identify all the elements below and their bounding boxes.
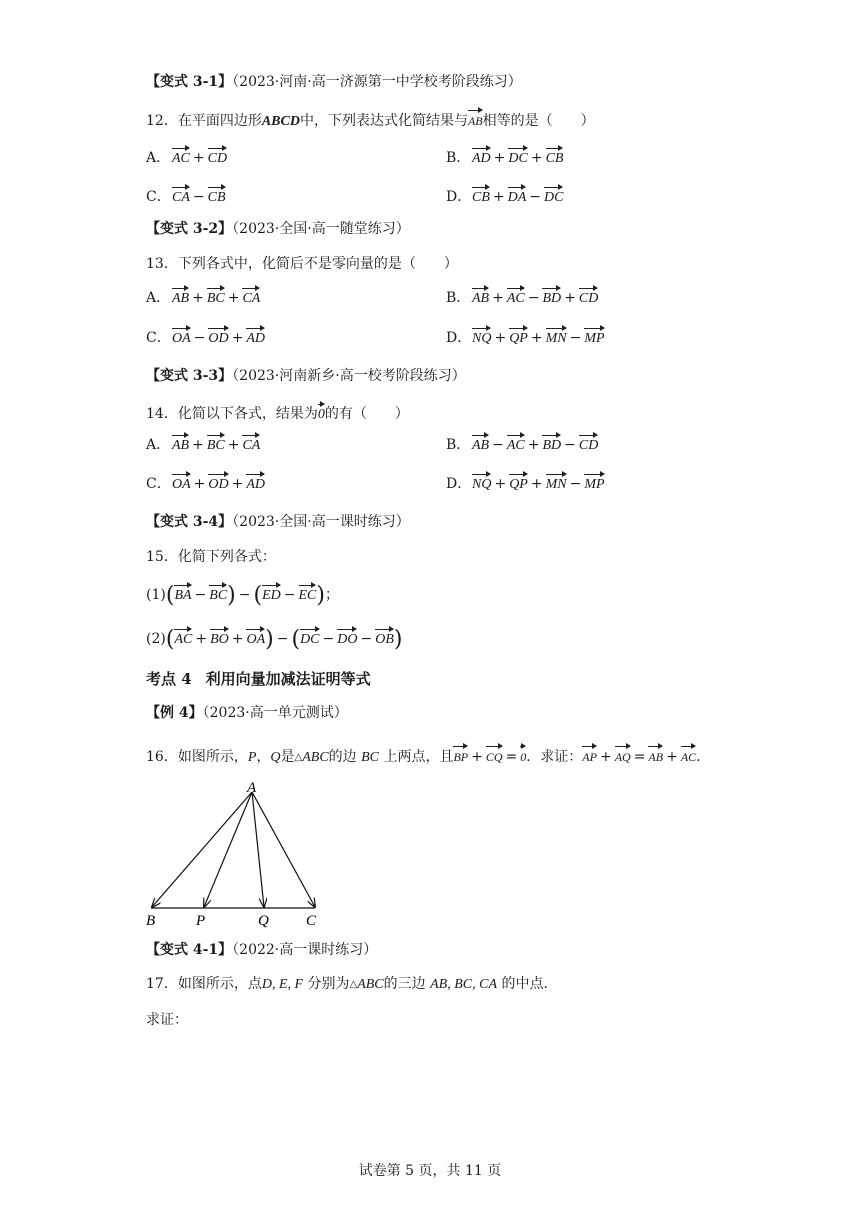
question-text: 的三边: [383, 976, 426, 992]
vector: OD: [208, 472, 228, 494]
vector: CD: [579, 433, 598, 455]
vector: DC: [544, 185, 563, 207]
vector: AB: [468, 108, 483, 130]
question-text: 如图所示，点: [177, 976, 262, 992]
option-label: B．: [446, 290, 471, 306]
option-a[interactable]: A． AB + BC + CA: [146, 286, 260, 308]
question-text: ．求证：: [526, 749, 583, 765]
triangle-figure: [140, 776, 340, 928]
vector: CA: [242, 433, 260, 455]
vector: AB: [172, 433, 189, 455]
option-label: D．: [446, 476, 472, 492]
triangle-name: ABC: [357, 977, 384, 992]
vector: NQ: [472, 326, 491, 348]
vector: CD: [208, 146, 227, 168]
point-label: P: [247, 750, 257, 765]
vector: OB: [375, 627, 394, 649]
question-17-prove: [146, 1011, 188, 1029]
vector: DC: [508, 146, 527, 168]
option-label: D．: [446, 330, 472, 346]
question-number: 12．: [146, 113, 178, 129]
vector: AQ: [615, 744, 631, 766]
vector-aq: [252, 792, 264, 907]
vector: DC: [300, 627, 319, 649]
question-text: 的有（ ）: [324, 406, 409, 422]
question-text: 下列各式中，化简后不是零向量的是（ ）: [177, 256, 458, 272]
option-d[interactable]: D．NQ + QP + MN − MP: [446, 472, 605, 494]
question-number: 14．: [146, 406, 178, 422]
vector: AB: [172, 286, 189, 308]
variant-tag: 【变式 3-3】: [146, 368, 233, 384]
vector: OD: [208, 326, 228, 348]
variant-tag: 【变式 3-4】: [146, 514, 233, 530]
vector: AD: [246, 472, 265, 494]
vector: CB: [472, 185, 490, 207]
variant-4-1-header: [146, 941, 377, 959]
option-b[interactable]: B． AB − AC + BD − CD: [446, 433, 598, 455]
variant-3-3-header: [146, 367, 466, 385]
vector: CB: [208, 185, 226, 207]
vector: BD: [542, 286, 561, 308]
vector: OA: [172, 472, 191, 494]
question-text: 的边: [328, 749, 357, 765]
question-number: 13．: [146, 256, 178, 272]
option-d[interactable]: D．CB + DA − DC: [446, 185, 563, 207]
quad-name: ABCD: [261, 114, 300, 129]
vector: QP: [509, 472, 528, 494]
vector: AD: [246, 326, 265, 348]
vector: CQ: [486, 744, 503, 766]
option-c[interactable]: C．OA − OD + AD: [146, 326, 265, 348]
vector: BC: [207, 433, 225, 455]
vector-ab: [152, 792, 252, 907]
question-15-part-2: (2)(AC + BO + OA) − (DC − DO − OB): [146, 627, 403, 652]
vector: BO: [210, 627, 229, 649]
punctuation: .: [696, 749, 701, 765]
variant-3-2-header: [146, 220, 410, 238]
question-number: 16．: [146, 749, 178, 765]
vector: NQ: [472, 472, 491, 494]
vector: MP: [584, 472, 604, 494]
vector: CD: [579, 286, 598, 308]
question-15-part-1: (1)(BA − BC) − (ED − EC)；: [146, 583, 339, 608]
vector: AB: [648, 744, 663, 766]
vector: AB: [472, 433, 489, 455]
point-labels: D, E, F: [261, 977, 304, 992]
vector: CB: [546, 146, 564, 168]
label-b: B: [146, 913, 156, 928]
question-text: 相等的是（ ）: [482, 113, 595, 129]
vector-ac: [252, 792, 315, 907]
vector: AC: [172, 146, 190, 168]
vector: MP: [584, 326, 604, 348]
vector: QP: [509, 326, 528, 348]
zero-vector: 0: [520, 744, 526, 766]
option-b[interactable]: B． AD + DC + CB: [446, 146, 563, 168]
question-15: [146, 548, 276, 566]
source-note: （2023·河南·高一济源第一中学校考阶段练习）: [232, 74, 522, 90]
variant-tag: 【变式 3-2】: [146, 221, 233, 237]
question-text: 分别为: [307, 976, 350, 992]
question-text: 上两点，且: [383, 749, 454, 765]
question-13: [146, 255, 458, 273]
question-text: 是: [280, 749, 295, 765]
vector: CA: [242, 286, 260, 308]
zero-vector: 0: [318, 402, 325, 424]
option-label: A．: [146, 437, 171, 453]
vector: AC: [681, 744, 696, 766]
vector: BC: [209, 583, 227, 605]
example-4-header: [146, 704, 348, 722]
punctuation: ，: [256, 749, 271, 765]
option-label: D．: [446, 189, 472, 205]
label-q: Q: [258, 913, 269, 928]
source-note: （2023·高一单元测试）: [202, 705, 348, 721]
variant-tag: 【变式 4-1】: [146, 942, 233, 958]
section-number: 考点 4: [146, 670, 192, 688]
option-a[interactable]: A． AC + CD: [146, 146, 227, 168]
question-number: 15．: [146, 549, 178, 565]
option-label: C．: [146, 330, 171, 346]
vector: BD: [542, 433, 561, 455]
question-14: [146, 402, 409, 424]
prove-label: 求证：: [146, 1012, 188, 1028]
vector-ap: [204, 792, 252, 907]
page-footer: 试卷第 5 页，共 11 页: [358, 1163, 502, 1179]
option-b[interactable]: B． AB + AC − BD + CD: [446, 286, 598, 308]
option-label: C．: [146, 476, 171, 492]
punctuation: ；: [324, 587, 339, 603]
point-label: Q: [270, 750, 281, 765]
vector: AC: [507, 286, 525, 308]
label-c: C: [306, 913, 317, 928]
vector: ED: [262, 583, 281, 605]
vector: CA: [172, 185, 190, 207]
label-a: A: [247, 780, 257, 796]
question-number: 17．: [146, 976, 178, 992]
vector: AC: [507, 433, 525, 455]
section-heading: [146, 670, 371, 688]
vector: OA: [172, 326, 191, 348]
question-17: 17．如图所示，点D, E, F 分别为△ABC的三边 AB, BC, CA 的中点.: [146, 976, 548, 992]
option-label: A．: [146, 290, 171, 306]
vector: AD: [472, 146, 491, 168]
option-label: B．: [446, 437, 471, 453]
variant-3-1-header: [146, 73, 522, 91]
option-label: C．: [146, 189, 171, 205]
vector: AC: [174, 627, 192, 649]
section-title: 利用向量加减法证明等式: [205, 670, 371, 688]
vector: MN: [546, 472, 567, 494]
variant-3-4-header: [146, 513, 410, 531]
vector: AB: [472, 286, 489, 308]
option-c[interactable]: C．CA − CB: [146, 185, 226, 207]
option-label: A．: [146, 150, 171, 166]
source-note: （2023·全国·高一课时练习）: [232, 514, 410, 530]
label-p: P: [196, 913, 206, 928]
question-16: 16．如图所示，P，Q是△ABC的边 BC 上两点，且BP + CQ = 0．求证：AP + AQ = AB + AC.: [146, 744, 701, 767]
side-names: AB, BC, CA: [430, 977, 497, 992]
question-text: 在平面四边形: [177, 113, 262, 129]
vector: BP: [453, 744, 468, 766]
vector: DA: [508, 185, 527, 207]
option-a[interactable]: A． AB + BC + CA: [146, 433, 260, 455]
part-label: (1): [146, 587, 166, 603]
option-label: B．: [446, 150, 471, 166]
source-note: （2022·高一课时练习）: [232, 942, 378, 958]
question-text: 中，下列表达式化简结果与: [299, 113, 468, 129]
vector: BA: [174, 583, 191, 605]
question-text: 化简以下各式，结果为: [177, 406, 318, 422]
question-text: 化简下列各式：: [177, 549, 276, 565]
option-d[interactable]: D．NQ + QP + MN − MP: [446, 326, 605, 348]
vector: EC: [299, 583, 317, 605]
question-text: 的中点.: [501, 976, 548, 992]
source-note: （2023·河南新乡·高一校考阶段练习）: [232, 368, 466, 384]
vector: MN: [546, 326, 567, 348]
triangle-name: ABC: [302, 750, 329, 765]
example-tag: 【例 4】: [146, 705, 203, 721]
vector: OA: [246, 627, 265, 649]
question-text: 如图所示，: [177, 749, 248, 765]
vector: BC: [207, 286, 225, 308]
question-12: [146, 108, 595, 131]
vector: AP: [582, 744, 597, 766]
option-c[interactable]: C．OA + OD + AD: [146, 472, 265, 494]
variant-tag: 【变式 3-1】: [146, 74, 233, 90]
source-note: （2023·全国·高一随堂练习）: [232, 221, 410, 237]
part-label: (2): [146, 631, 166, 647]
vector: DO: [337, 627, 357, 649]
side-name: BC: [361, 750, 380, 765]
